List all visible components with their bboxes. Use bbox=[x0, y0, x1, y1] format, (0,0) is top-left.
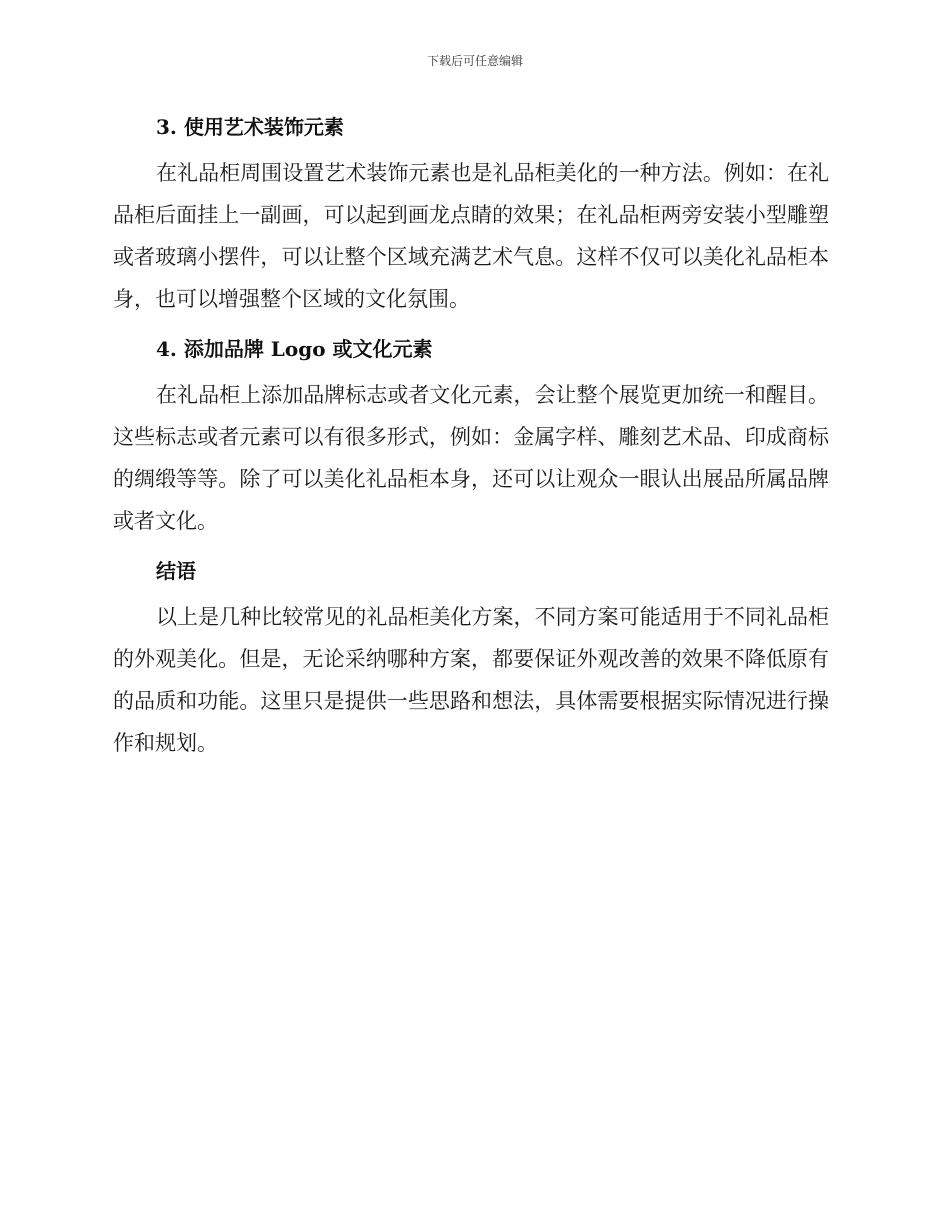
section-paragraph-conclusion: 以上是几种比较常见的礼品柜美化方案，不同方案可能适用于不同礼品柜的外观美化。但是，无论采纳哪种方案，都要保证外观改善的效果不降低原有的品质和功能。这里只是提供一些思路和想法，具体需要根据实际情况进行操作和规划。 bbox=[113, 605, 829, 755]
section-heading-brand-logo: 4. 添加品牌 Logo 或文化元素 bbox=[156, 337, 433, 361]
page-header: 下载后可任意编辑 bbox=[426, 54, 523, 68]
section-paragraph-brand-logo: 在礼品柜上添加品牌标志或者文化元素，会让整个展览更加统一和醒目。这些标志或者元素可以有很多形式，例如：金属字样、雕刻艺术品、印成商标的绸缎等等。除了可以美化礼品柜本身，还可以让观众一眼认出展品所属品牌或者文化。 bbox=[113, 383, 829, 533]
section-paragraph-art-decoration: 在礼品柜周围设置艺术装饰元素也是礼品柜美化的一种方法。例如：在礼品柜后面挂上一副画，可以起到画龙点睛的效果；在礼品柜两旁安装小型雕塑或者玻璃小摆件，可以让整个区域充满艺术气息。这样不仅可以美化礼品柜本身，也可以增强整个区域的文化氛围。 bbox=[113, 161, 829, 311]
section-heading-conclusion: 结语 bbox=[156, 559, 196, 583]
document-body bbox=[113, 110, 829, 764]
section-heading-art-decoration: 3. 使用艺术装饰元素 bbox=[156, 115, 344, 139]
